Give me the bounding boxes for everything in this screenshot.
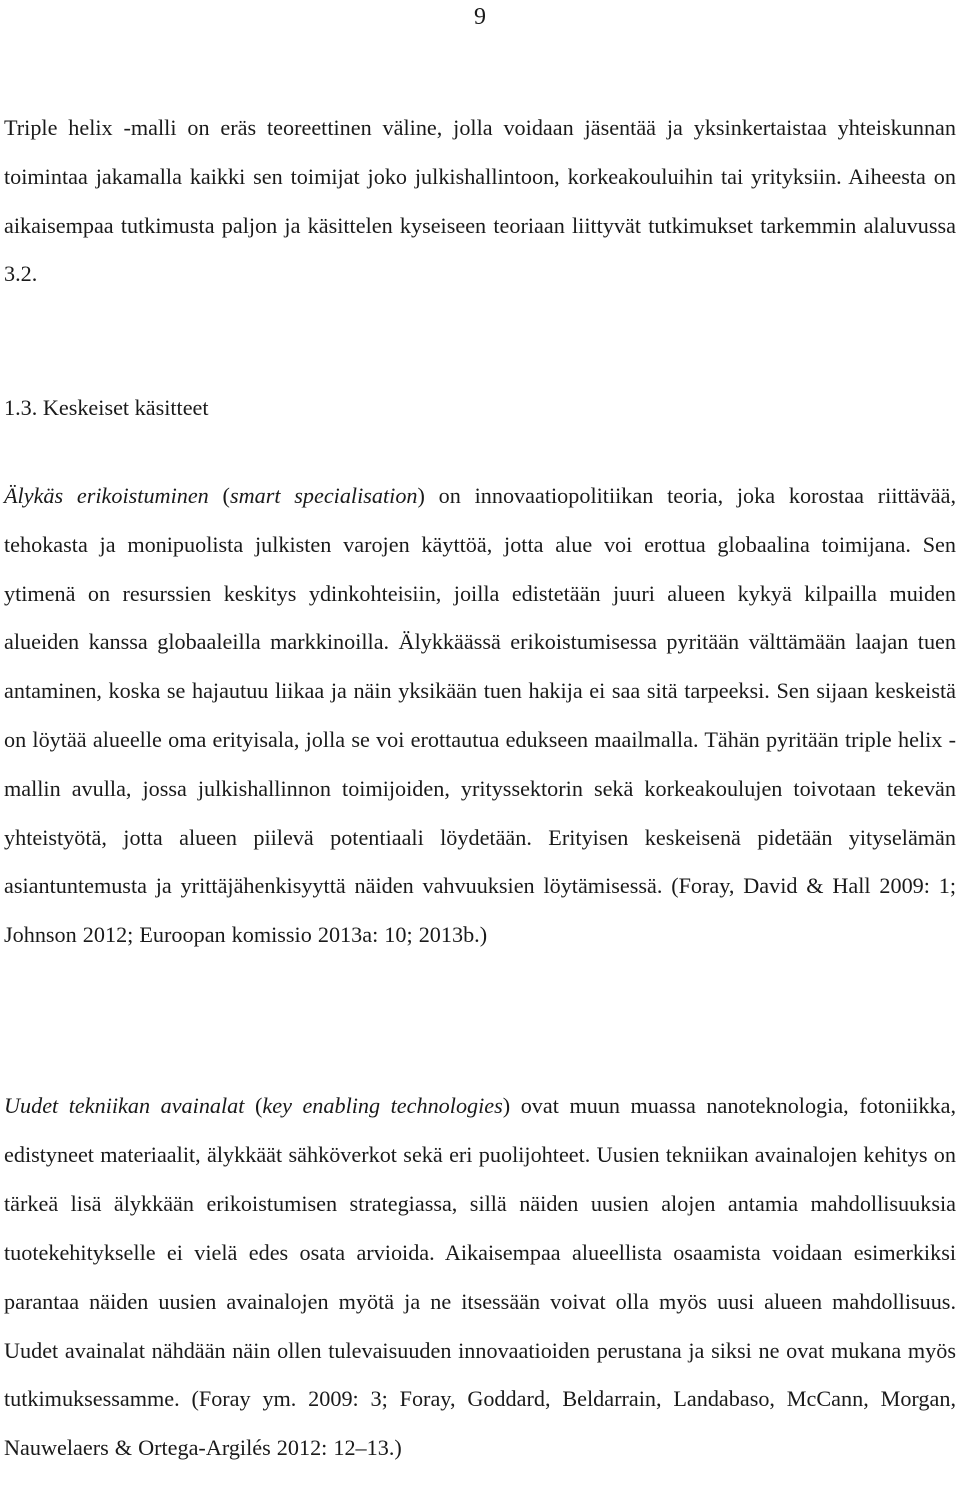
section-heading: 1.3. Keskeiset käsitteet	[4, 395, 209, 420]
term-smart-specialisation-en: smart specialisation	[229, 483, 418, 508]
term-key-enabling-technologies-en: key enabling technologies	[262, 1093, 503, 1118]
term-key-enabling-technologies: Uudet tekniikan avainalat	[4, 1093, 245, 1118]
paragraph-body: ) ovat muun muassa nanoteknologia, fotoniikka, edistyneet materiaalit, älykkäät sähköverkot sekä eri puolijohteet. Uusien tekniikan avainalojen kehitys on tärkeä lisä älykkään erikoistumisen strategiassa, sillä näiden uusien alojen antamia mahdollisuuksia tuotekehitykselle ei vielä edes osata arvioida. Aikaisempaa alueellista osaamista voidaan esimerkiksi parantaa näiden uusien avainalojen myötä ja ne itsessään voivat olla myös uusi alueen mahdollisuus. Uudet avainalat nähdään näin ollen tulevaisuuden innovaatioiden perustana ja siksi ne ovat mukana myös tutkimuksessamme. (Foray ym. 2009: 3; Foray, Goddard, Beldarrain, Landabaso, McCann, Morgan, Nauwelaers & Ortega-Argilés 2012: 12–13.)	[4, 1093, 956, 1461]
paragraph-body: ) on innovaatiopolitiikan teoria, joka korostaa riittävää, tehokasta ja monipuolista julkisten varojen käyttöä, jotta alue voi erottua globaalina toimijana. Sen ytimenä on resurssien keskitys ydinkohteisiin, joilla edistetään juuri alueen kykyä kilpailla muiden alueiden kanssa globaaleilla markkinoilla. Älykkäässä erikoistumisessa pyritään välttämään laajan tuen antaminen, koska se hajautuu liikaa ja näin yksikään tuen hakija ei saa sitä tarpeeksi. Sen sijaan keskeistä on löytää alueelle oma erityisala, jolla se voi erottautua edukseen maailmalla. Tähän pyritään triple helix -mallin avulla, jossa julkishallinnon toimijoiden, yrityssektorin sekä korkeakoulujen toivotaan tekevän yhteistyötä, jotta alueen piilevä potentiaali löydetään. Erityisen keskeisenä pidetään yityselämän asiantuntemusta ja yrittäjähenkisyyttä näiden vahvuuksien löytämisessä. (Foray, David & Hall 2009: 1; Johnson 2012; Euroopan komissio 2013a: 10; 2013b.)	[4, 483, 957, 948]
page-number: 9	[474, 4, 486, 30]
term-smart-specialisation: Älykäs erikoistuminen	[4, 483, 209, 508]
paragraph-triple-helix: Triple helix -malli on eräs teoreettinen väline, jolla voidaan jäsentää ja yksinkertaistaa yhteiskunnan toimintaa jakamalla kaikki sen toimijat joko julkishallintoon, korkeakouluihin tai yrityksiin. Aiheesta on aikaisempaa tutkimusta paljon ja käsittelen kyseiseen teoriaan liittyvät tutkimukset tarkemmin alaluvussa 3.2.	[4, 115, 956, 287]
paragraph-smart-specialisation	[4, 472, 956, 960]
paren-open: (	[244, 1093, 263, 1118]
paragraph-key-enabling-technologies	[4, 1082, 956, 1473]
paren-open: (	[208, 483, 230, 508]
